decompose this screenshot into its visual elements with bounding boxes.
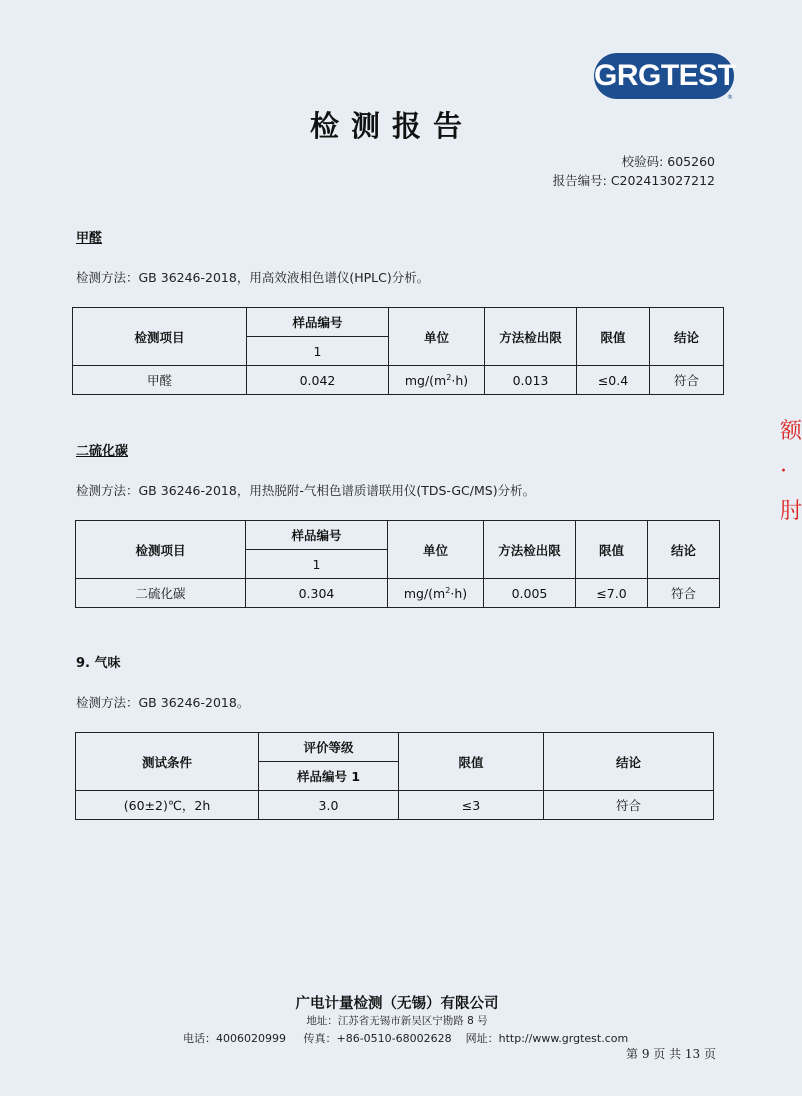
method-odor: 检测方法：GB 36246-2018。 bbox=[76, 695, 250, 710]
phone-value: 4006020999 bbox=[216, 1032, 286, 1045]
fax-label: 传真： bbox=[303, 1032, 337, 1045]
section-title-carbon-disulfide: 二硫化碳 bbox=[76, 444, 129, 459]
unit-pre: mg/(m bbox=[403, 585, 446, 601]
cell-limit: ≤0.4 bbox=[577, 366, 650, 395]
unit-post: ·h) bbox=[450, 585, 468, 601]
cell-limit: ≤3 bbox=[399, 791, 544, 820]
header-sample: 样品编号 1 bbox=[259, 762, 399, 791]
section-title-odor: 9. 气味 bbox=[76, 656, 121, 671]
cell-condition: (60±2)℃，2h bbox=[76, 791, 259, 820]
header-limit: 限值 bbox=[399, 733, 544, 791]
cell-conclusion: 符合 bbox=[544, 791, 714, 820]
header-item: 检测项目 bbox=[73, 308, 247, 366]
header-sample: 样品编号 bbox=[247, 308, 389, 337]
registered-mark: ® bbox=[727, 94, 733, 101]
header-sample: 样品编号 bbox=[246, 521, 388, 550]
unit-post: ·h) bbox=[451, 372, 469, 388]
edge-seal: 额 · 肘 bbox=[780, 419, 802, 524]
sample-number: 1 bbox=[247, 337, 389, 366]
web-label: 网址： bbox=[465, 1032, 499, 1045]
method-formaldehyde: 检测方法：GB 36246-2018，用高效液相色谱仪(HPLC)分析。 bbox=[76, 270, 430, 285]
company-name: 广电计量检测（无锡）有限公司 bbox=[295, 996, 499, 1012]
header-limit: 限值 bbox=[576, 521, 648, 579]
unit-pre: mg/(m bbox=[404, 372, 447, 388]
cell-conclusion: 符合 bbox=[650, 366, 724, 395]
unit-sup: 2 bbox=[446, 372, 452, 382]
unit-sup: 2 bbox=[445, 585, 451, 595]
fax-value: +86-0510-68002628 bbox=[336, 1032, 452, 1045]
cell-item: 二硫化碳 bbox=[76, 579, 246, 608]
report-number-value: C202413027212 bbox=[610, 173, 715, 188]
cell-conclusion: 符合 bbox=[648, 579, 720, 608]
method-carbon-disulfide: 检测方法：GB 36246-2018，用热脱附-气相色谱质谱联用仪(TDS-GC/MS)分析。 bbox=[76, 483, 536, 498]
phone-label: 电话： bbox=[183, 1032, 216, 1045]
page-number: 第 9 页 共 13 页 bbox=[626, 1047, 716, 1061]
cell-mdl: 0.005 bbox=[484, 579, 576, 608]
formaldehyde-table bbox=[72, 307, 724, 395]
cell-item: 甲醛 bbox=[73, 366, 247, 395]
section-title-formaldehyde: 甲醛 bbox=[76, 231, 103, 246]
sample-number: 1 bbox=[246, 550, 388, 579]
header-condition: 测试条件 bbox=[76, 733, 259, 791]
cell-limit: ≤7.0 bbox=[576, 579, 648, 608]
page-title: 检测报告 bbox=[309, 109, 474, 143]
header-mdl: 方法检出限 bbox=[485, 308, 577, 366]
cell-value: 0.042 bbox=[247, 366, 389, 395]
table-row bbox=[73, 366, 724, 395]
header-limit: 限值 bbox=[577, 308, 650, 366]
odor-table bbox=[75, 732, 714, 820]
verify-code-value: 605260 bbox=[667, 154, 715, 169]
header-unit: 单位 bbox=[389, 308, 485, 366]
report-number-label: 报告编号: bbox=[552, 173, 607, 188]
carbon-disulfide-table bbox=[75, 520, 720, 608]
cell-value: 3.0 bbox=[259, 791, 399, 820]
header-item: 检测项目 bbox=[76, 521, 246, 579]
company-address: 地址：江苏省无锡市新吴区宁勘路 8 号 bbox=[306, 1015, 488, 1027]
company-contact bbox=[183, 1030, 628, 1046]
header-unit: 单位 bbox=[388, 521, 484, 579]
header-grade: 评价等级 bbox=[259, 733, 399, 762]
cell-value: 0.304 bbox=[246, 579, 388, 608]
report-codes bbox=[553, 152, 715, 190]
header-conclusion: 结论 bbox=[648, 521, 720, 579]
table-row bbox=[76, 791, 714, 820]
table-row bbox=[76, 579, 720, 608]
cell-mdl: 0.013 bbox=[485, 366, 577, 395]
header-conclusion: 结论 bbox=[544, 733, 714, 791]
web-link[interactable]: http://www.grgtest.com bbox=[498, 1032, 629, 1045]
cell-unit bbox=[388, 579, 484, 608]
cell-unit bbox=[389, 366, 485, 395]
header-mdl: 方法检出限 bbox=[484, 521, 576, 579]
grgtest-logo: GRGTEST bbox=[594, 53, 734, 99]
verify-code-label: 校验码: bbox=[621, 154, 664, 169]
header-conclusion: 结论 bbox=[650, 308, 724, 366]
